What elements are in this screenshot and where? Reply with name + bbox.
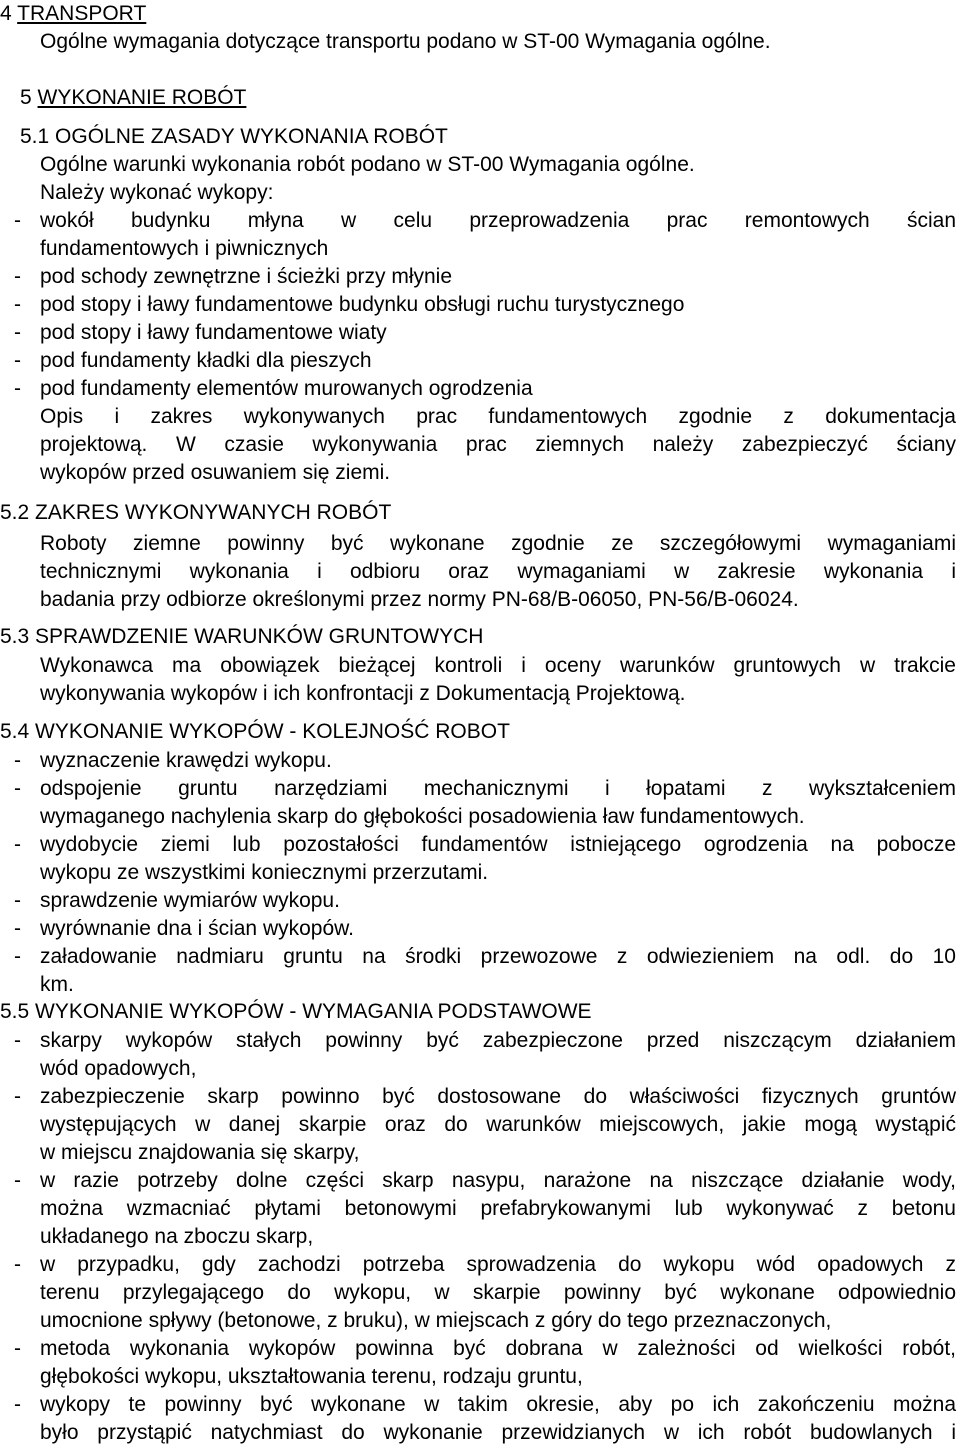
list-item: zabezpieczenie skarp powinno być dostosowane do właściwości fizycznych gruntów (40, 1085, 956, 1108)
list-item: wydobycie ziemi lub pozostałości fundamentów istniejącego ogrodzenia na pobocze (40, 833, 956, 856)
section-5-4-heading: 5.4 WYKONANIE WYKOPÓW - KOLEJNOŚĆ ROBOT (0, 720, 510, 743)
list-item: pod fundamenty elementów murowanych ogrodzenia (40, 377, 533, 400)
list-dash: - (14, 1085, 21, 1108)
section-5-1-heading: 5.1 OGÓLNE ZASADY WYKONANIA ROBÓT (20, 125, 448, 148)
list-dash: - (14, 777, 21, 800)
list-item: wyrównanie dna i ścian wykopów. (40, 917, 354, 940)
section-number: 4 (0, 2, 12, 25)
section-4-heading (0, 0, 146, 28)
section-4-text: Ogólne wymagania dotyczące transportu podano w ST-00 Wymagania ogólne. (40, 30, 771, 53)
list-dash: - (14, 917, 21, 940)
list-dash: - (14, 889, 21, 912)
list-item-continued: terenu przylegającego do wykopu, w skarpie powinny być wykonane odpowiednio (40, 1281, 956, 1304)
list-item: odspojenie gruntu narzędziami mechanicznymi i łopatami z wykształceniem (40, 777, 956, 800)
list-item: skarpy wykopów stałych powinny być zabezpieczone przed niszczącym działaniem (40, 1029, 956, 1052)
list-item-continued: fundamentowych i piwnicznych (40, 237, 329, 260)
list-dash: - (14, 1029, 21, 1052)
section-5-1-text: Ogólne warunki wykonania robót podano w ST-00 Wymagania ogólne. (40, 153, 695, 176)
list-dash: - (14, 749, 21, 772)
list-item-continued: w miejscu znajdowania się skarpy, (40, 1141, 360, 1164)
list-item: pod stopy i ławy fundamentowe wiaty (40, 321, 387, 344)
list-dash: - (14, 945, 21, 968)
list-item: pod schody zewnętrzne i ścieżki przy młynie (40, 265, 453, 288)
paragraph-line: wykonywania wykopów i ich konfrontacji z Dokumentacją Projektową. (40, 682, 686, 705)
list-dash: - (14, 833, 21, 856)
list-item: wyznaczenie krawędzi wykopu. (40, 749, 332, 772)
list-dash: - (14, 1169, 21, 1192)
paragraph-line: Opis i zakres wykonywanych prac fundamentowych zgodnie z dokumentacja (40, 405, 956, 428)
paragraph-line: projektową. W czasie wykonywania prac ziemnych należy zabezpieczyć ściany (40, 433, 956, 456)
list-dash: - (14, 1253, 21, 1276)
paragraph-line: Roboty ziemne powinny być wykonane zgodnie ze szczegółowymi wymaganiami (40, 532, 956, 555)
list-item-continued: wykopu ze wszystkimi koniecznymi przerzutami. (40, 861, 489, 884)
list-item-continued: można wzmacniać płytami betonowymi prefabrykowanymi lub wykonywać z betonu (40, 1197, 956, 1220)
list-item: wykopy te powinny być wykonane w takim okresie, aby po ich zakończeniu można (40, 1393, 956, 1416)
list-item-continued: km. (40, 973, 74, 996)
list-item: pod stopy i ławy fundamentowe budynku obsługi ruchu turystycznego (40, 293, 685, 316)
section-title: WYKONANIE ROBÓT (37, 86, 247, 109)
section-5-heading (20, 84, 246, 112)
section-5-1-intro: Należy wykonać wykopy: (40, 181, 274, 204)
paragraph-line: technicznymi wykonania i odbioru oraz wymaganiami w zakresie wykonania i (40, 560, 956, 583)
list-item: w razie potrzeby dolne części skarp nasypu, narażone na niszczące działanie wody, (40, 1169, 956, 1192)
list-dash: - (14, 1393, 21, 1416)
list-dash: - (14, 265, 21, 288)
section-5-5-heading: 5.5 WYKONANIE WYKOPÓW - WYMAGANIA PODSTAWOWE (0, 1000, 592, 1023)
paragraph-line: wykopów przed osuwaniem się ziemi. (40, 461, 391, 484)
list-item: pod fundamenty kładki dla pieszych (40, 349, 372, 372)
section-5-3-heading: 5.3 SPRAWDZENIE WARUNKÓW GRUNTOWYCH (0, 625, 484, 648)
list-item-continued: było przystąpić natychmiast do wykonanie przewidzianych w ich robót budowlanych i (40, 1421, 956, 1444)
list-item-continued: układanego na zboczu skarp, (40, 1225, 314, 1248)
list-dash: - (14, 1337, 21, 1360)
list-item-continued: wymaganego nachylenia skarp do głębokości posadowienia ław fundamentowych. (40, 805, 805, 828)
section-title: TRANSPORT (17, 2, 147, 25)
list-item: metoda wykonania wykopów powinna być dobrana w zależności od wielkości robót, (40, 1337, 956, 1360)
list-dash: - (14, 377, 21, 400)
list-dash: - (14, 293, 21, 316)
section-5-2-heading: 5.2 ZAKRES WYKONYWANYCH ROBÓT (0, 501, 392, 524)
list-item: załadowanie nadmiaru gruntu na środki przewozowe z odwiezieniem na odl. do 10 (40, 945, 956, 968)
list-dash: - (14, 321, 21, 344)
list-item-continued: umocnione spływy (betonowe, z bruku), w miejscach z góry do tego przeznaczonych, (40, 1309, 832, 1332)
list-dash: - (14, 349, 21, 372)
list-item-continued: głębokości wykopu, ukształtowania terenu, rodzaju gruntu, (40, 1365, 583, 1388)
section-number: 5 (20, 86, 32, 109)
list-dash: - (14, 209, 21, 232)
list-item-continued: występujących w danej skarpie oraz do warunków miejscowych, jakie mogą wystąpić (40, 1113, 956, 1136)
list-item-continued: wód opadowych, (40, 1057, 197, 1080)
list-item: wokół budynku młyna w celu przeprowadzenia prac remontowych ścian (40, 209, 956, 232)
list-item: sprawdzenie wymiarów wykopu. (40, 889, 340, 912)
paragraph-line: Wykonawca ma obowiązek bieżącej kontroli i oceny warunków gruntowych w trakcie (40, 654, 956, 677)
list-item: w przypadku, gdy zachodzi potrzeba sprowadzenia do wykopu wód opadowych z (40, 1253, 956, 1276)
paragraph-line: badania przy odbiorze określonymi przez normy PN-68/B-06050, PN-56/B-06024. (40, 588, 799, 611)
